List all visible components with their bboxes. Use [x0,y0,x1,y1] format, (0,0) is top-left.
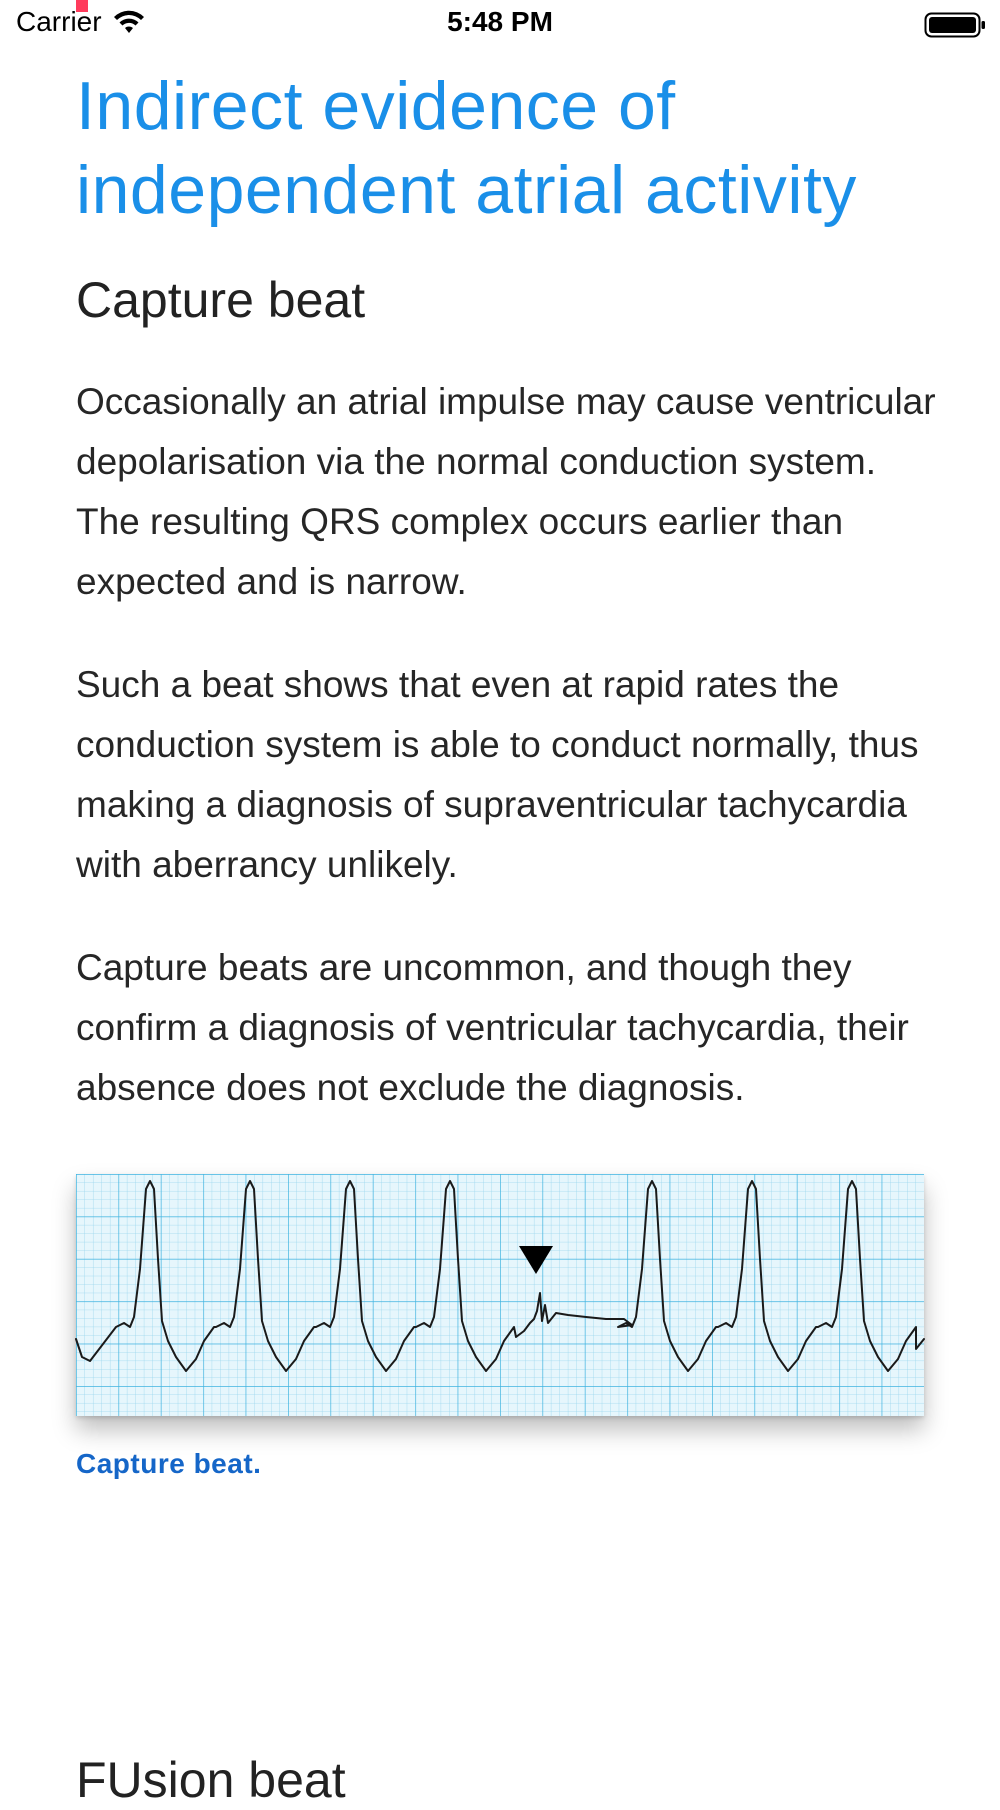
paragraph: Capture beats are uncommon, and though they confirm a diagnosis of ventricular tachycardia, their absence does not exclude the diagnosis. [76,947,909,1108]
ecg-strip [76,1174,924,1416]
status-time: 5:48 PM [447,6,553,37]
next-section-title: FUsion beat [76,1752,346,1808]
battery-icon [924,10,986,40]
paragraph: Occasionally an atrial impulse may cause ventricular depolarisation via the normal conduction system. The resulting QRS complex occurs earlier than expected and is narrow. [76,381,936,602]
section-title: Capture beat [76,272,366,328]
status-bar [0,0,1000,50]
article-content [76,64,936,1480]
carrier-label: Carrier [16,6,102,37]
figure-caption: Capture beat. [76,1448,262,1479]
ecg-figure[interactable] [76,1174,924,1416]
paragraph: Such a beat shows that even at rapid rates the conduction system is able to conduct normally, thus making a diagnosis of supraventricular tachycardia with aberrancy unlikely. [76,664,919,885]
page-title: Indirect evidence of independent atrial activity [76,68,857,228]
